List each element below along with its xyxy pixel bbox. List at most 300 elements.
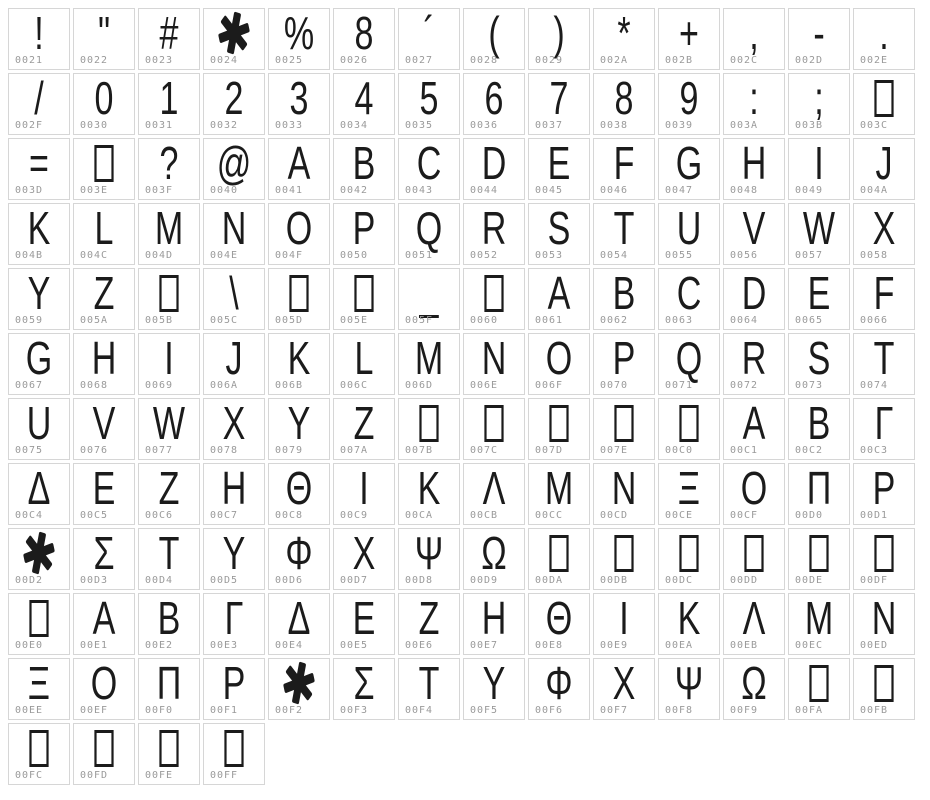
- glyph-cell-0064: [723, 268, 785, 330]
- codepoint-label: 00F5: [470, 705, 499, 716]
- glyph-slot: [797, 530, 841, 576]
- codepoint-label: 00C9: [340, 510, 369, 521]
- glyph-cell-00dd: [723, 528, 785, 590]
- glyph-slot: [342, 202, 386, 254]
- heavy-asterisk-icon: [281, 661, 318, 705]
- codepoint-label: 004B: [15, 250, 44, 261]
- codepoint-label: 005F: [405, 315, 434, 326]
- codepoint-label: 00D9: [470, 575, 499, 586]
- codepoint-label: 00CB: [470, 510, 499, 521]
- codepoint-label: 00C0: [665, 445, 694, 456]
- glyph-char: 6: [484, 72, 504, 124]
- glyph-slot: [277, 592, 321, 644]
- codepoint-label: 00DF: [860, 575, 889, 586]
- glyph-slot: [212, 657, 256, 709]
- glyph-char: ): [553, 7, 565, 59]
- glyph-slot: [537, 657, 581, 709]
- missing-glyph-box-icon: [224, 730, 243, 767]
- glyph-cell-0049: [788, 138, 850, 200]
- glyph-char: Μ: [544, 462, 574, 514]
- glyph-char: +: [679, 7, 699, 59]
- heavy-asterisk-icon: [216, 11, 253, 55]
- glyph-cell-0021: [8, 8, 70, 70]
- glyph-slot: [82, 332, 126, 384]
- glyph-slot: [537, 137, 581, 189]
- glyph-cell-00fd: [73, 723, 135, 785]
- codepoint-label: 00FB: [860, 705, 889, 716]
- glyph-char: %: [283, 7, 315, 59]
- missing-glyph-box-icon: [549, 535, 568, 572]
- glyph-slot: [797, 660, 841, 706]
- codepoint-label: 0044: [470, 185, 499, 196]
- glyph-cell-0034: [333, 73, 395, 135]
- glyph-slot: [342, 397, 386, 449]
- codepoint-label: 00E4: [275, 640, 304, 651]
- glyph-char: Μ: [804, 592, 834, 644]
- codepoint-label: 0055: [665, 250, 694, 261]
- glyph-cell-00f9: [723, 658, 785, 720]
- codepoint-label: 0048: [730, 185, 759, 196]
- codepoint-label: 002E: [860, 55, 889, 66]
- glyph-cell-0031: [138, 73, 200, 135]
- glyph-slot: [667, 657, 711, 709]
- glyph-cell-0065: [788, 268, 850, 330]
- glyph-cell-0022: [73, 8, 135, 70]
- glyph-slot: [732, 202, 776, 254]
- codepoint-label: 00E9: [600, 640, 629, 651]
- codepoint-label: 00F4: [405, 705, 434, 716]
- codepoint-label: 00DC: [665, 575, 694, 586]
- glyph-cell-00c8: [268, 463, 330, 525]
- codepoint-label: 00DB: [600, 575, 629, 586]
- glyph-char: Σ: [353, 657, 375, 709]
- glyph-slot: [407, 400, 451, 446]
- glyph-cell-002c: [723, 8, 785, 70]
- glyph-char: A: [287, 137, 311, 189]
- codepoint-label: 00EE: [15, 705, 44, 716]
- codepoint-label: 0046: [600, 185, 629, 196]
- glyph-char: Η: [481, 592, 507, 644]
- glyph-char: O: [545, 332, 573, 384]
- codepoint-label: 0025: [275, 55, 304, 66]
- glyph-cell-00e4: [268, 593, 330, 655]
- codepoint-label: 00CA: [405, 510, 434, 521]
- glyph-char: 3: [289, 72, 309, 124]
- glyph-slot: [17, 137, 61, 189]
- glyph-char: S: [807, 332, 831, 384]
- glyph-char: A: [547, 267, 571, 319]
- glyph-slot: [212, 72, 256, 124]
- glyph-cell-00fe: [138, 723, 200, 785]
- codepoint-label: 00EB: [730, 640, 759, 651]
- glyph-cell-0033: [268, 73, 330, 135]
- codepoint-label: 006A: [210, 380, 239, 391]
- codepoint-label: 0024: [210, 55, 239, 66]
- glyph-cell-005f: [398, 268, 460, 330]
- glyph-char: Ψ: [414, 527, 444, 579]
- glyph-cell-00ed: [853, 593, 915, 655]
- glyph-cell-00de: [788, 528, 850, 590]
- missing-glyph-box-icon: [549, 405, 568, 442]
- glyph-char: X: [222, 397, 246, 449]
- glyph-cell-00db: [593, 528, 655, 590]
- glyph-cell-0067: [8, 333, 70, 395]
- glyph-cell-0038: [593, 73, 655, 135]
- missing-glyph-box-icon: [484, 405, 503, 442]
- glyph-slot: [277, 270, 321, 316]
- glyph-slot: [732, 267, 776, 319]
- glyph-cell-00e5: [333, 593, 395, 655]
- glyph-char: U: [26, 397, 52, 449]
- glyph-char: Θ: [545, 592, 573, 644]
- glyph-slot: [797, 137, 841, 189]
- glyph-slot: [732, 397, 776, 449]
- codepoint-label: 00F8: [665, 705, 694, 716]
- glyph-char: /: [34, 72, 44, 124]
- glyph-char: 8: [614, 72, 634, 124]
- glyph-slot: [82, 657, 126, 709]
- glyph-cell-0043: [398, 138, 460, 200]
- missing-glyph-box-icon: [354, 275, 373, 312]
- glyph-cell-00d1: [853, 463, 915, 525]
- codepoint-label: 00CC: [535, 510, 564, 521]
- codepoint-label: 0028: [470, 55, 499, 66]
- glyph-cell-00f8: [658, 658, 720, 720]
- glyph-slot: [797, 462, 841, 514]
- glyph-char: -: [813, 7, 825, 59]
- glyph-slot: [407, 137, 451, 189]
- glyph-cell-0068: [73, 333, 135, 395]
- glyph-slot: [537, 267, 581, 319]
- glyph-char: D: [481, 137, 507, 189]
- glyph-char: \: [229, 267, 239, 319]
- glyph-cell-0045: [528, 138, 590, 200]
- glyph-slot: [212, 10, 256, 56]
- glyph-slot: [472, 270, 516, 316]
- codepoint-label: 0079: [275, 445, 304, 456]
- glyph-slot: [407, 267, 451, 319]
- glyph-slot: [342, 332, 386, 384]
- glyph-slot: [277, 7, 321, 59]
- codepoint-label: 00D2: [15, 575, 44, 586]
- glyph-slot: [342, 270, 386, 316]
- glyph-cell-0025: [268, 8, 330, 70]
- codepoint-label: 0050: [340, 250, 369, 261]
- codepoint-label: 0077: [145, 445, 174, 456]
- glyph-char: Π: [806, 462, 832, 514]
- glyph-slot: [602, 267, 646, 319]
- codepoint-label: 002F: [15, 120, 44, 131]
- glyph-cell-005a: [73, 268, 135, 330]
- codepoint-label: 0049: [795, 185, 824, 196]
- glyph-cell-003d: [8, 138, 70, 200]
- glyph-cell-00d2: [8, 528, 70, 590]
- glyph-slot: [537, 72, 581, 124]
- glyph-cell-00ef: [73, 658, 135, 720]
- glyph-slot: [17, 595, 61, 641]
- glyph-cell-00d6: [268, 528, 330, 590]
- glyph-cell-00c0: [658, 398, 720, 460]
- glyph-char: Ψ: [674, 657, 704, 709]
- codepoint-label: 007A: [340, 445, 369, 456]
- glyph-cell-004f: [268, 203, 330, 265]
- codepoint-label: 0058: [860, 250, 889, 261]
- glyph-cell-004b: [8, 203, 70, 265]
- glyph-char: W: [802, 202, 836, 254]
- glyph-slot: [147, 137, 191, 189]
- glyph-slot: [602, 7, 646, 59]
- glyph-slot: [212, 592, 256, 644]
- glyph-cell-00c4: [8, 463, 70, 525]
- glyph-char: Κ: [417, 462, 441, 514]
- codepoint-label: 00E2: [145, 640, 174, 651]
- codepoint-label: 00FF: [210, 770, 239, 781]
- glyph-char: Ξ: [27, 657, 51, 709]
- codepoint-label: 0031: [145, 120, 174, 131]
- glyph-char: Γ: [874, 397, 894, 449]
- glyph-char: Κ: [677, 592, 701, 644]
- glyph-char: Δ: [27, 462, 51, 514]
- codepoint-label: 00F1: [210, 705, 239, 716]
- glyph-slot: [407, 462, 451, 514]
- codepoint-label: 00EC: [795, 640, 824, 651]
- glyph-cell-0041: [268, 138, 330, 200]
- codepoint-label: 00D7: [340, 575, 369, 586]
- glyph-slot: [862, 660, 906, 706]
- codepoint-label: 0029: [535, 55, 564, 66]
- glyph-slot: [407, 332, 451, 384]
- codepoint-label: 003A: [730, 120, 759, 131]
- glyph-cell-006e: [463, 333, 525, 395]
- glyph-cell-0046: [593, 138, 655, 200]
- glyph-char: .: [879, 7, 889, 59]
- glyph-cell-00f3: [333, 658, 395, 720]
- glyph-char: Y: [287, 397, 311, 449]
- glyph-char: K: [27, 202, 51, 254]
- codepoint-label: 00F9: [730, 705, 759, 716]
- glyph-char: P: [352, 202, 376, 254]
- glyph-char: D: [741, 267, 767, 319]
- glyph-char: Χ: [612, 657, 636, 709]
- glyph-char: :: [749, 72, 759, 124]
- glyph-char: F: [873, 267, 895, 319]
- glyph-slot: [797, 72, 841, 124]
- glyph-cell-004d: [138, 203, 200, 265]
- glyph-cell-00e9: [593, 593, 655, 655]
- glyph-slot: [472, 657, 516, 709]
- glyph-char: C: [676, 267, 702, 319]
- glyph-char: Ω: [741, 657, 767, 709]
- glyph-slot: [862, 267, 906, 319]
- glyph-char: 5: [419, 72, 439, 124]
- glyph-slot: [82, 397, 126, 449]
- glyph-slot: [732, 137, 776, 189]
- codepoint-label: 0057: [795, 250, 824, 261]
- glyph-cell-00e0: [8, 593, 70, 655]
- glyph-slot: [82, 527, 126, 579]
- glyph-char: M: [154, 202, 184, 254]
- glyph-cell-0039: [658, 73, 720, 135]
- missing-glyph-box-icon: [94, 145, 113, 182]
- glyph-cell-0051: [398, 203, 460, 265]
- glyph-cell-0028: [463, 8, 525, 70]
- glyph-slot: [732, 462, 776, 514]
- codepoint-label: 006E: [470, 380, 499, 391]
- glyph-char: B: [612, 267, 636, 319]
- glyph-cell-005c: [203, 268, 265, 330]
- missing-glyph-box-icon: [874, 665, 893, 702]
- codepoint-label: 00F7: [600, 705, 629, 716]
- glyph-char: N: [221, 202, 247, 254]
- glyph-cell-0026: [333, 8, 395, 70]
- glyph-slot: [17, 7, 61, 59]
- codepoint-label: 00F2: [275, 705, 304, 716]
- codepoint-label: 003B: [795, 120, 824, 131]
- glyph-slot: [537, 400, 581, 446]
- glyph-cell-002e: [853, 8, 915, 70]
- glyph-char: V: [742, 202, 766, 254]
- missing-glyph-box-icon: [874, 535, 893, 572]
- codepoint-label: 00D0: [795, 510, 824, 521]
- glyph-slot: [212, 462, 256, 514]
- codepoint-label: 0035: [405, 120, 434, 131]
- codepoint-label: 004A: [860, 185, 889, 196]
- glyph-cell-006f: [528, 333, 590, 395]
- codepoint-label: 00CD: [600, 510, 629, 521]
- glyph-slot: [342, 137, 386, 189]
- glyph-char: Υ: [482, 657, 506, 709]
- glyph-char: E: [807, 267, 831, 319]
- codepoint-label: 0068: [80, 380, 109, 391]
- glyph-slot: [667, 267, 711, 319]
- codepoint-label: 00EF: [80, 705, 109, 716]
- glyph-char: M: [414, 332, 444, 384]
- glyph-slot: [667, 7, 711, 59]
- codepoint-label: 0070: [600, 380, 629, 391]
- glyph-char: Ε: [92, 462, 116, 514]
- glyph-char: B: [352, 137, 376, 189]
- glyph-cell-00cf: [723, 463, 785, 525]
- missing-glyph-box-icon: [614, 535, 633, 572]
- glyph-cell-0040: [203, 138, 265, 200]
- glyph-slot: [212, 527, 256, 579]
- glyph-char: I: [164, 332, 174, 384]
- glyph-slot: [277, 72, 321, 124]
- codepoint-label: 0076: [80, 445, 109, 456]
- glyph-slot: [407, 72, 451, 124]
- codepoint-label: 0039: [665, 120, 694, 131]
- glyph-slot: [667, 462, 711, 514]
- codepoint-label: 00C3: [860, 445, 889, 456]
- glyph-char: P: [612, 332, 636, 384]
- glyph-slot: [667, 332, 711, 384]
- glyph-char: Α: [92, 592, 116, 644]
- glyph-slot: [342, 527, 386, 579]
- codepoint-label: 0042: [340, 185, 369, 196]
- glyph-cell-00f7: [593, 658, 655, 720]
- missing-glyph-box-icon: [94, 730, 113, 767]
- glyph-char: Φ: [545, 657, 573, 709]
- glyph-slot: [82, 7, 126, 59]
- glyph-slot: [602, 530, 646, 576]
- glyph-slot: [82, 72, 126, 124]
- glyph-slot: [212, 725, 256, 771]
- glyph-slot: [17, 657, 61, 709]
- glyph-slot: [17, 530, 61, 576]
- glyph-slot: [537, 332, 581, 384]
- glyph-cell-0058: [853, 203, 915, 265]
- glyph-cell-00fc: [8, 723, 70, 785]
- codepoint-label: 00F3: [340, 705, 369, 716]
- codepoint-label: 0041: [275, 185, 304, 196]
- glyph-cell-003c: [853, 73, 915, 135]
- glyph-char: I: [814, 137, 824, 189]
- glyph-char: Ζ: [158, 462, 180, 514]
- glyph-cell-0047: [658, 138, 720, 200]
- glyph-slot: [17, 72, 61, 124]
- codepoint-label: 00C6: [145, 510, 174, 521]
- glyph-char: Ζ: [418, 592, 440, 644]
- glyph-slot: [17, 462, 61, 514]
- codepoint-label: 006B: [275, 380, 304, 391]
- missing-glyph-box-icon: [679, 535, 698, 572]
- glyph-char: Ι: [359, 462, 369, 514]
- codepoint-label: 0067: [15, 380, 44, 391]
- glyph-cell-006c: [333, 333, 395, 395]
- missing-glyph-box-icon: [809, 665, 828, 702]
- glyph-char: Δ: [287, 592, 311, 644]
- glyph-char: 0: [94, 72, 114, 124]
- codepoint-label: 00D4: [145, 575, 174, 586]
- glyph-char: U: [676, 202, 702, 254]
- glyph-cell-006b: [268, 333, 330, 395]
- glyph-slot: [667, 530, 711, 576]
- glyph-cell-002b: [658, 8, 720, 70]
- glyph-char: =: [29, 137, 49, 189]
- glyph-cell-0035: [398, 73, 460, 135]
- glyph-slot: [212, 202, 256, 254]
- codepoint-label: 007B: [405, 445, 434, 456]
- missing-glyph-box-icon: [159, 275, 178, 312]
- codepoint-label: 00C8: [275, 510, 304, 521]
- glyph-cell-005b: [138, 268, 200, 330]
- glyph-cell-00cb: [463, 463, 525, 525]
- glyph-char: Β: [807, 397, 831, 449]
- glyph-cell-00d3: [73, 528, 135, 590]
- glyph-slot: [667, 400, 711, 446]
- glyph-slot: [797, 267, 841, 319]
- codepoint-label: 0027: [405, 55, 434, 66]
- glyph-slot: [667, 72, 711, 124]
- glyph-cell-0052: [463, 203, 525, 265]
- codepoint-label: 00C1: [730, 445, 759, 456]
- glyph-cell-00ff: [203, 723, 265, 785]
- glyph-cell-0078: [203, 398, 265, 460]
- glyph-char: Y: [27, 267, 51, 319]
- codepoint-label: 0074: [860, 380, 889, 391]
- glyph-cell-00e6: [398, 593, 460, 655]
- codepoint-label: 0060: [470, 315, 499, 326]
- glyph-cell-005e: [333, 268, 395, 330]
- codepoint-label: 0061: [535, 315, 564, 326]
- glyph-slot: [602, 72, 646, 124]
- codepoint-label: 0021: [15, 55, 44, 66]
- glyph-cell-007d: [528, 398, 590, 460]
- glyph-slot: [147, 72, 191, 124]
- glyph-char: 1: [159, 72, 179, 124]
- codepoint-label: 0063: [665, 315, 694, 326]
- glyph-char: Q: [415, 202, 443, 254]
